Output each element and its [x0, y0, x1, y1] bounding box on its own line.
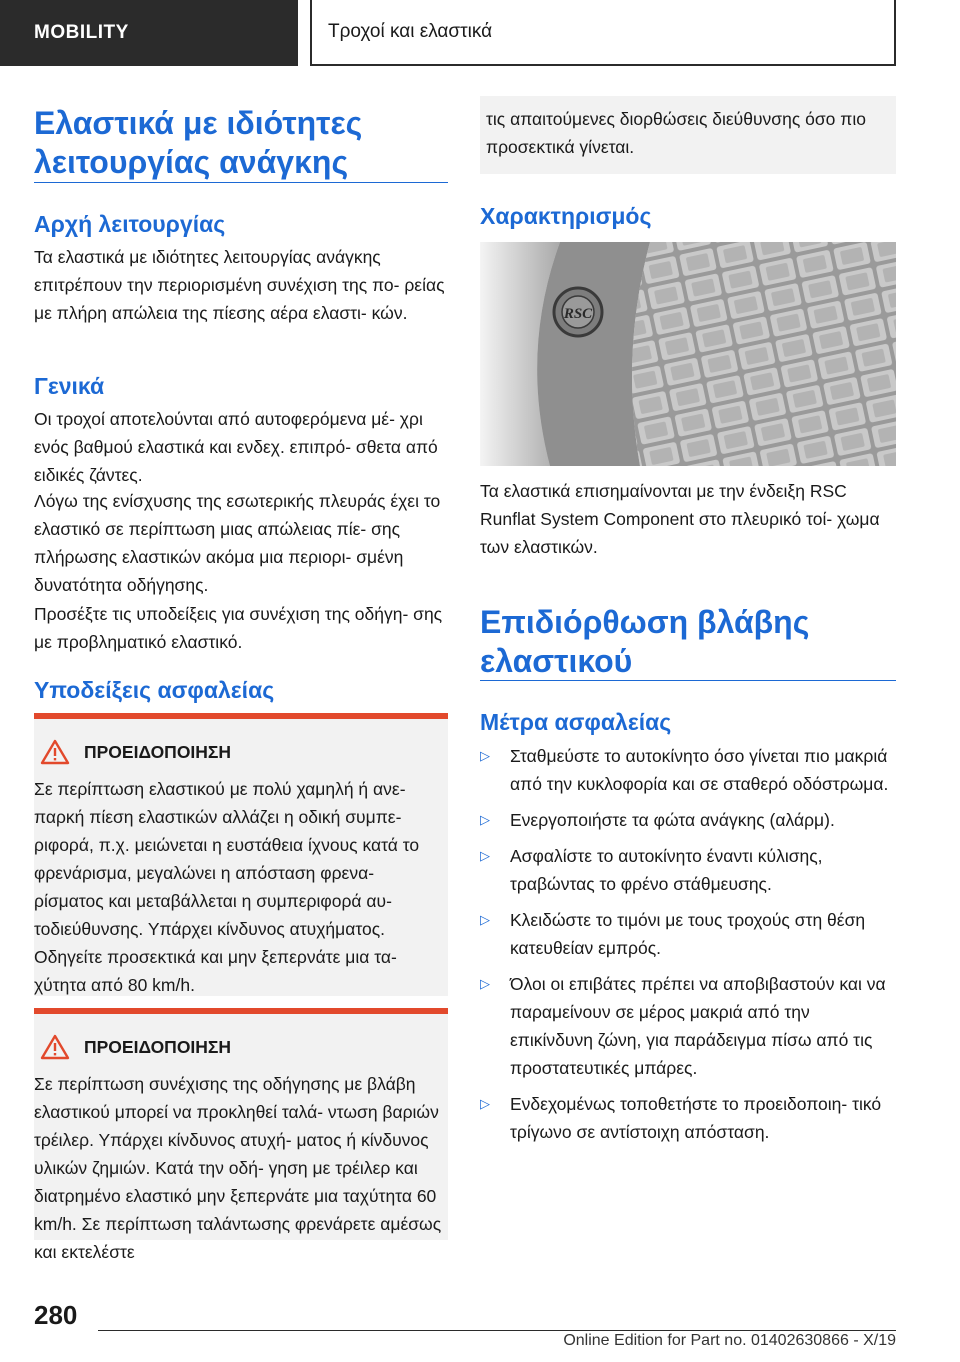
warning-box-2-continued [480, 96, 896, 174]
warning-box-1 [34, 713, 448, 996]
chapter-tab: Τροχοί και ελαστικά [310, 0, 896, 66]
warning-triangle-icon [40, 1034, 70, 1060]
svg-text:RSC: RSC [563, 306, 593, 322]
general-heading: Γενικά [34, 373, 105, 399]
bullet-arrow-icon: ▷ [480, 1096, 490, 1111]
page-header [0, 0, 960, 68]
general-paragraph-2: Λόγω της ενίσχυσης της εσωτερικής πλευράς έχει το ελαστικό σε περίπτωση μιας απώλειας πίε- σης πλήρωσης ελαστικών ακόμα μια περιορι- σμένη δυνατότητα οδήγησης. [34, 491, 441, 595]
principle-heading: Αρχή λειτουργίας [34, 211, 226, 237]
page-title: Ελαστικά με ιδιότητες λειτουργίας ανάγκης [34, 105, 363, 180]
safety-heading: Υποδείξεις ασφαλείας [34, 677, 275, 703]
title-rule [34, 182, 448, 183]
bullet-arrow-icon: ▷ [480, 748, 490, 763]
edition-note: Online Edition for Part no. 01402630866 - X/19 [563, 1332, 896, 1349]
warning-text-1: Σε περίπτωση ελαστικού με πολύ χαμηλή ή ανε- παρκή πίεση ελαστικών αλλάζει η οδική συμπε- ριφορά, π.χ. μειώνεται η ευστάθεια ίχνους κατά το φρενάρισμα, μεγαλώνει η απόσταση φρενα- ρίσματος και μεταβάλλεται η συμπεριφορά αυ- τοδιεύθυνσης. Υπάρχει κίνδυνος ατυχήματος. Οδηγείτε προσεκτικά και μην ξεπερνάτε μια τα- χύτητα από 80 km/h. [34, 779, 420, 995]
section-tab: MOBILITY [0, 0, 298, 66]
bullet-arrow-icon: ▷ [480, 848, 490, 863]
warning-header: ΠΡΟΕΙΔΟΠΟΙΗΣΗ [40, 739, 231, 765]
general-paragraph-1: Οι τροχοί αποτελούνται από αυτοφερόμενα μέ- χρι ενός βαθμού ελαστικά και ενδεχ. επιπρό- σθετα από ειδικές ζάντες. [34, 409, 438, 485]
bullet-arrow-icon: ▷ [480, 976, 490, 991]
list-item: ▷ Σταθμεύστε το αυτοκίνητο όσο γίνεται πιο μακριά από την κυκλοφορία και σε σταθερό οδόστρωμα. [480, 742, 896, 798]
list-item: ▷ Ενδεχομένως τοποθετήστε το προειδοποιη- τικό τρίγωνο σε αντίστοιχη απόσταση. [480, 1090, 896, 1146]
principle-text: Τα ελαστικά με ιδιότητες λειτουργίας ανάγκης επιτρέπουν την περιορισμένη συνέχιση της πο- ρείας με πλήρη απώλεια της πίεσης αέρα ελαστι- κών. [34, 247, 445, 323]
measures-heading: Μέτρα ασφαλείας [480, 709, 672, 735]
repair-title-rule [480, 680, 896, 681]
page-number: 280 [34, 1300, 78, 1330]
repair-title: Επιδιόρθωση βλάβης ελαστικού [480, 604, 810, 679]
list-item: ▷ Ασφαλίστε το αυτοκίνητο έναντι κύλισης, τραβώντας το φρένο στάθμευσης. [480, 842, 896, 898]
warning-header: ΠΡΟΕΙΔΟΠΟΙΗΣΗ [40, 1034, 231, 1060]
tire-illustration [480, 242, 896, 466]
footer-rule [98, 1330, 896, 1331]
characterization-heading: Χαρακτηρισμός [480, 203, 652, 229]
characterization-text: Τα ελαστικά επισημαίνονται με την ένδειξη RSC Runflat System Component στο πλευρικό τοί- χωμα των ελαστικών. [480, 481, 880, 557]
general-paragraph-3: Προσέξτε τις υποδείξεις για συνέχιση της οδήγη- σης με προβληματικό ελαστικό. [34, 604, 443, 652]
warning-box-2 [34, 1008, 448, 1262]
warning-text-continued: τις απαιτούμενες διορθώσεις διεύθυνσης όσο πιο προσεκτικά γίνεται. [486, 109, 866, 157]
safety-measures-list [480, 742, 896, 1154]
warning-text-2: Σε περίπτωση συνέχισης της οδήγησης με βλάβη ελαστικού μπορεί να προκληθεί ταλά- ντωση βαριών τρέιλερ. Υπάρχει κίνδυνος ατυχή- ματος ή κίνδυνος υλικών ζημιών. Κατά την οδή- γηση με τρέιλερ και διατρημένο ελαστικό μην ξεπερνάτε μια ταχύτητα 60 km/h. Σε περίπτωση ταλάντωσης φρενάρετε αμέσως και εκτελέστε [34, 1074, 442, 1262]
list-item: ▷ Ενεργοποιήστε τα φώτα ανάγκης (αλάρμ). [480, 806, 896, 834]
rsc-tire-photo [480, 242, 896, 466]
bullet-arrow-icon: ▷ [480, 912, 490, 927]
warning-triangle-icon [40, 739, 70, 765]
list-item: ▷ Κλειδώστε το τιμόνι με τους τροχούς στη θέση κατευθείαν εμπρός. [480, 906, 896, 962]
bullet-arrow-icon: ▷ [480, 812, 490, 827]
list-item: ▷ Όλοι οι επιβάτες πρέπει να αποβιβαστούν και να παραμείνουν σε μέρος μακριά από την επικίνδυνη ζώνη, για παράδειγμα πίσω από τις προστατευτικές μπάρες. [480, 970, 896, 1082]
